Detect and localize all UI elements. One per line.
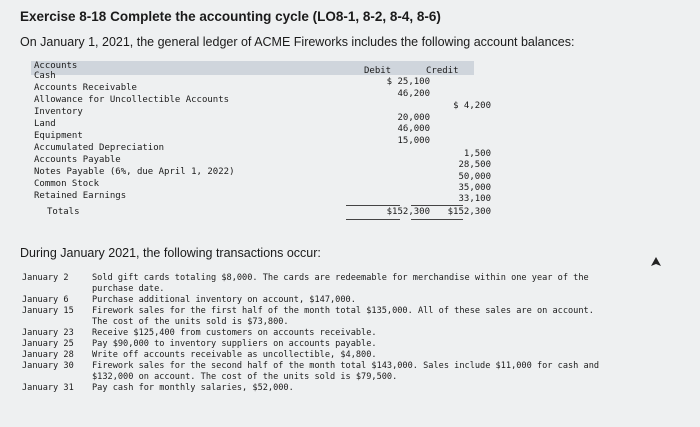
intro-text: On January 1, 2021, the general ledger of ACME Fireworks includes the following account balances: bbox=[20, 35, 575, 49]
transaction-text-continued: purchase date. bbox=[92, 284, 165, 294]
transaction-text: Firework sales for the second half of the month total $143,000. Sales include $11,000 for cash and bbox=[92, 361, 600, 371]
transaction-item bbox=[22, 361, 599, 383]
transaction-item bbox=[22, 328, 599, 339]
transactions-heading: During January 2021, the following transactions occur: bbox=[20, 246, 321, 260]
debit-total: $152,300 bbox=[386, 207, 430, 217]
account-name: Accumulated Depreciation bbox=[34, 143, 165, 153]
transaction-item bbox=[22, 295, 599, 306]
transaction-date: January 31 bbox=[22, 383, 74, 393]
credit-value: 50,000 bbox=[458, 172, 491, 182]
debit-value: 46,000 bbox=[397, 124, 430, 134]
header-credit: Credit bbox=[426, 66, 459, 76]
account-name: Land bbox=[34, 119, 56, 129]
mouse-cursor-icon bbox=[650, 256, 662, 268]
transaction-text: Pay $90,000 to inventory suppliers on accounts payable. bbox=[92, 339, 377, 349]
transaction-date: January 28 bbox=[22, 350, 74, 360]
header-debit: Debit bbox=[364, 66, 392, 76]
exercise-title: Exercise 8-18 Complete the accounting cycle (LO8-1, 8-2, 8-4, 8-6) bbox=[20, 9, 441, 24]
credit-value: $ 4,200 bbox=[453, 101, 491, 111]
transaction-date: January 2 bbox=[22, 273, 69, 283]
credit-value: 28,500 bbox=[458, 160, 491, 170]
transaction-date: January 23 bbox=[22, 328, 74, 338]
debit-value: 46,200 bbox=[397, 89, 430, 99]
transaction-item bbox=[22, 339, 599, 350]
credit-value: 35,000 bbox=[458, 183, 491, 193]
credit-value: 33,100 bbox=[458, 194, 491, 204]
transaction-text-continued: The cost of the units sold is $73,800. bbox=[92, 317, 289, 327]
totals-label: Totals bbox=[47, 207, 80, 217]
transaction-text: Firework sales for the first half of the month total $135,000. All of these sales are on account. bbox=[92, 306, 594, 316]
header-accounts: Accounts bbox=[34, 61, 78, 71]
transaction-item bbox=[22, 273, 599, 295]
credit-total-rule bbox=[411, 205, 463, 206]
debit-value: 15,000 bbox=[397, 136, 430, 146]
transaction-text: Sold gift cards totaling $8,000. The cards are redeemable for merchandise within one year of the bbox=[92, 273, 589, 283]
debit-value: $ 25,100 bbox=[386, 77, 430, 87]
transaction-text-continued: $132,000 on account. The cost of the units sold is $79,500. bbox=[92, 372, 398, 382]
debit-value: 20,000 bbox=[397, 113, 430, 123]
transaction-item bbox=[22, 350, 599, 361]
transaction-text: Write off accounts receivable as uncollectible, $4,800. bbox=[92, 350, 377, 360]
transaction-text: Pay cash for monthly salaries, $52,000. bbox=[92, 383, 294, 393]
transaction-text: Purchase additional inventory on account, $147,000. bbox=[92, 295, 356, 305]
transaction-date: January 25 bbox=[22, 339, 74, 349]
debit-total-rule bbox=[346, 205, 400, 206]
account-name: Cash bbox=[34, 71, 56, 81]
account-name: Accounts Receivable bbox=[34, 83, 137, 93]
account-name: Notes Payable (6%, due April 1, 2022) bbox=[34, 167, 235, 177]
debit-double-rule bbox=[346, 219, 400, 220]
transaction-date: January 6 bbox=[22, 295, 69, 305]
account-name: Accounts Payable bbox=[34, 155, 121, 165]
credit-total: $152,300 bbox=[447, 207, 491, 217]
credit-double-rule bbox=[411, 219, 463, 220]
account-name: Allowance for Uncollectible Accounts bbox=[34, 95, 230, 105]
transaction-text: Receive $125,400 from customers on accounts receivable. bbox=[92, 328, 377, 338]
table-header-band bbox=[31, 61, 474, 75]
account-name: Common Stock bbox=[34, 179, 100, 189]
credit-value: 1,500 bbox=[463, 149, 491, 159]
account-name: Equipment bbox=[34, 131, 83, 141]
account-name: Inventory bbox=[34, 107, 83, 117]
account-name: Retained Earnings bbox=[34, 191, 127, 201]
transactions-list bbox=[22, 273, 599, 394]
transaction-date: January 30 bbox=[22, 361, 74, 371]
transaction-item bbox=[22, 306, 599, 328]
transaction-item bbox=[22, 383, 599, 394]
transaction-date: January 15 bbox=[22, 306, 74, 316]
